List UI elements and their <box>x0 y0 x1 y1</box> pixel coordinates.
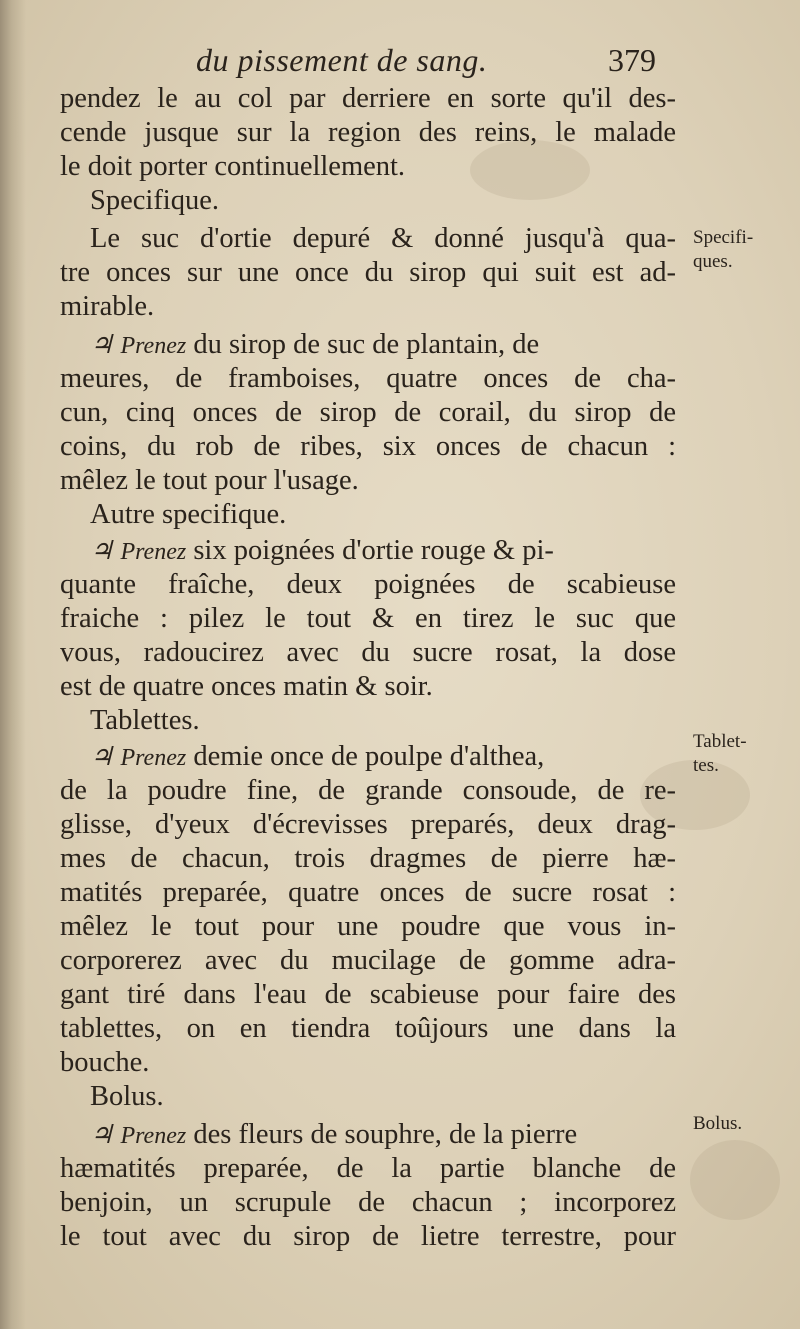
margin-note-line: tes. <box>693 755 719 776</box>
text-line: cende jusque sur la region des reins, le malade <box>60 117 676 148</box>
paper-stain <box>690 1140 780 1220</box>
recipe-symbol: ♃ <box>90 330 114 359</box>
running-head: du pissement de sang. <box>196 42 488 78</box>
text-line: est de quatre onces matin & soir. <box>60 671 433 702</box>
text-line: de la poudre fine, de grande consoude, de re- <box>60 775 676 806</box>
text-line: pendez le au col par derriere en sorte qu'il des- <box>60 83 676 114</box>
text-line: mêlez le tout pour l'usage. <box>60 465 359 496</box>
margin-note-line: Specifi- <box>693 227 754 248</box>
recipe-symbol: ♃ <box>90 1120 114 1149</box>
text-line: le doit porter continuellement. <box>60 151 406 182</box>
text-line: benjoin, un scrupule de chacun ; incorporez <box>60 1187 676 1218</box>
text-line: cun, cinq onces de sirop de corail, du sirop de <box>60 397 676 428</box>
margin-note-line: ques. <box>693 251 733 272</box>
prenez-word: Prenez <box>120 745 187 771</box>
prenez-word: Prenez <box>120 333 187 359</box>
page-number: 379 <box>608 42 656 78</box>
recipe-text: du sirop de suc de plantain, de <box>193 329 540 360</box>
text-line: Le suc d'ortie depuré & donné jusqu'à qua- <box>90 223 676 254</box>
text-line: corporerez avec du mucilage de gomme adra- <box>60 945 676 976</box>
margin-note-line: Bolus. <box>693 1113 743 1134</box>
section-heading-bolus: Bolus. <box>90 1081 164 1112</box>
text-line: coins, du rob de ribes, six onces de chacun : <box>60 431 676 462</box>
recipe-symbol: ♃ <box>90 536 114 565</box>
text-line: matités preparée, quatre onces de sucre rosat : <box>60 877 676 908</box>
text-line: fraiche : pilez le tout & en tirez le suc que <box>60 603 676 634</box>
text-line: mes de chacun, trois dragmes de pierre hæ- <box>60 843 676 874</box>
margin-note-line: Tablet- <box>693 731 747 752</box>
recipe-line <box>90 1118 676 1152</box>
margin-note-tablettes <box>693 730 747 778</box>
recipe-line <box>90 328 676 362</box>
text-line: mirable. <box>60 291 155 322</box>
text-line: glisse, d'yeux d'écrevisses preparés, deux drag- <box>60 809 676 840</box>
text-line: vous, radoucirez avec du sucre rosat, la dose <box>60 637 676 668</box>
recipe-text: six poignées d'ortie rouge & pi- <box>193 535 554 566</box>
text-line: tablettes, on en tiendra toûjours une dans la <box>60 1013 676 1044</box>
page-header <box>196 40 666 80</box>
text-line: quante fraîche, deux poignées de scabieuse <box>60 569 676 600</box>
margin-note-bolus <box>693 1112 742 1136</box>
text-line: le tout avec du sirop de lietre terrestre, pour <box>60 1221 676 1252</box>
text-line: mêlez le tout pour une poudre que vous in- <box>60 911 676 942</box>
section-heading-specifique: Specifique. <box>90 185 220 216</box>
margin-note-specifiques <box>693 226 753 274</box>
recipe-line <box>90 740 676 774</box>
section-heading-tablettes: Tablettes. <box>90 705 200 736</box>
text-line: hæmatités preparée, de la partie blanche de <box>60 1153 676 1184</box>
recipe-line <box>90 534 676 568</box>
recipe-text: des fleurs de souphre, de la pierre <box>193 1119 578 1150</box>
recipe-text: demie once de poulpe d'althea, <box>193 741 545 772</box>
text-line: meures, de framboises, quatre onces de cha- <box>60 363 676 394</box>
prenez-word: Prenez <box>120 1123 187 1149</box>
text-line: gant tiré dans l'eau de scabieuse pour faire des <box>60 979 676 1010</box>
prenez-word: Prenez <box>120 539 187 565</box>
section-heading-autre-specifique: Autre specifique. <box>90 499 287 530</box>
text-line: tre onces sur une once du sirop qui suit est ad- <box>60 257 676 288</box>
recipe-symbol: ♃ <box>90 742 114 771</box>
binding-gutter <box>0 0 26 1329</box>
text-line: bouche. <box>60 1047 150 1078</box>
